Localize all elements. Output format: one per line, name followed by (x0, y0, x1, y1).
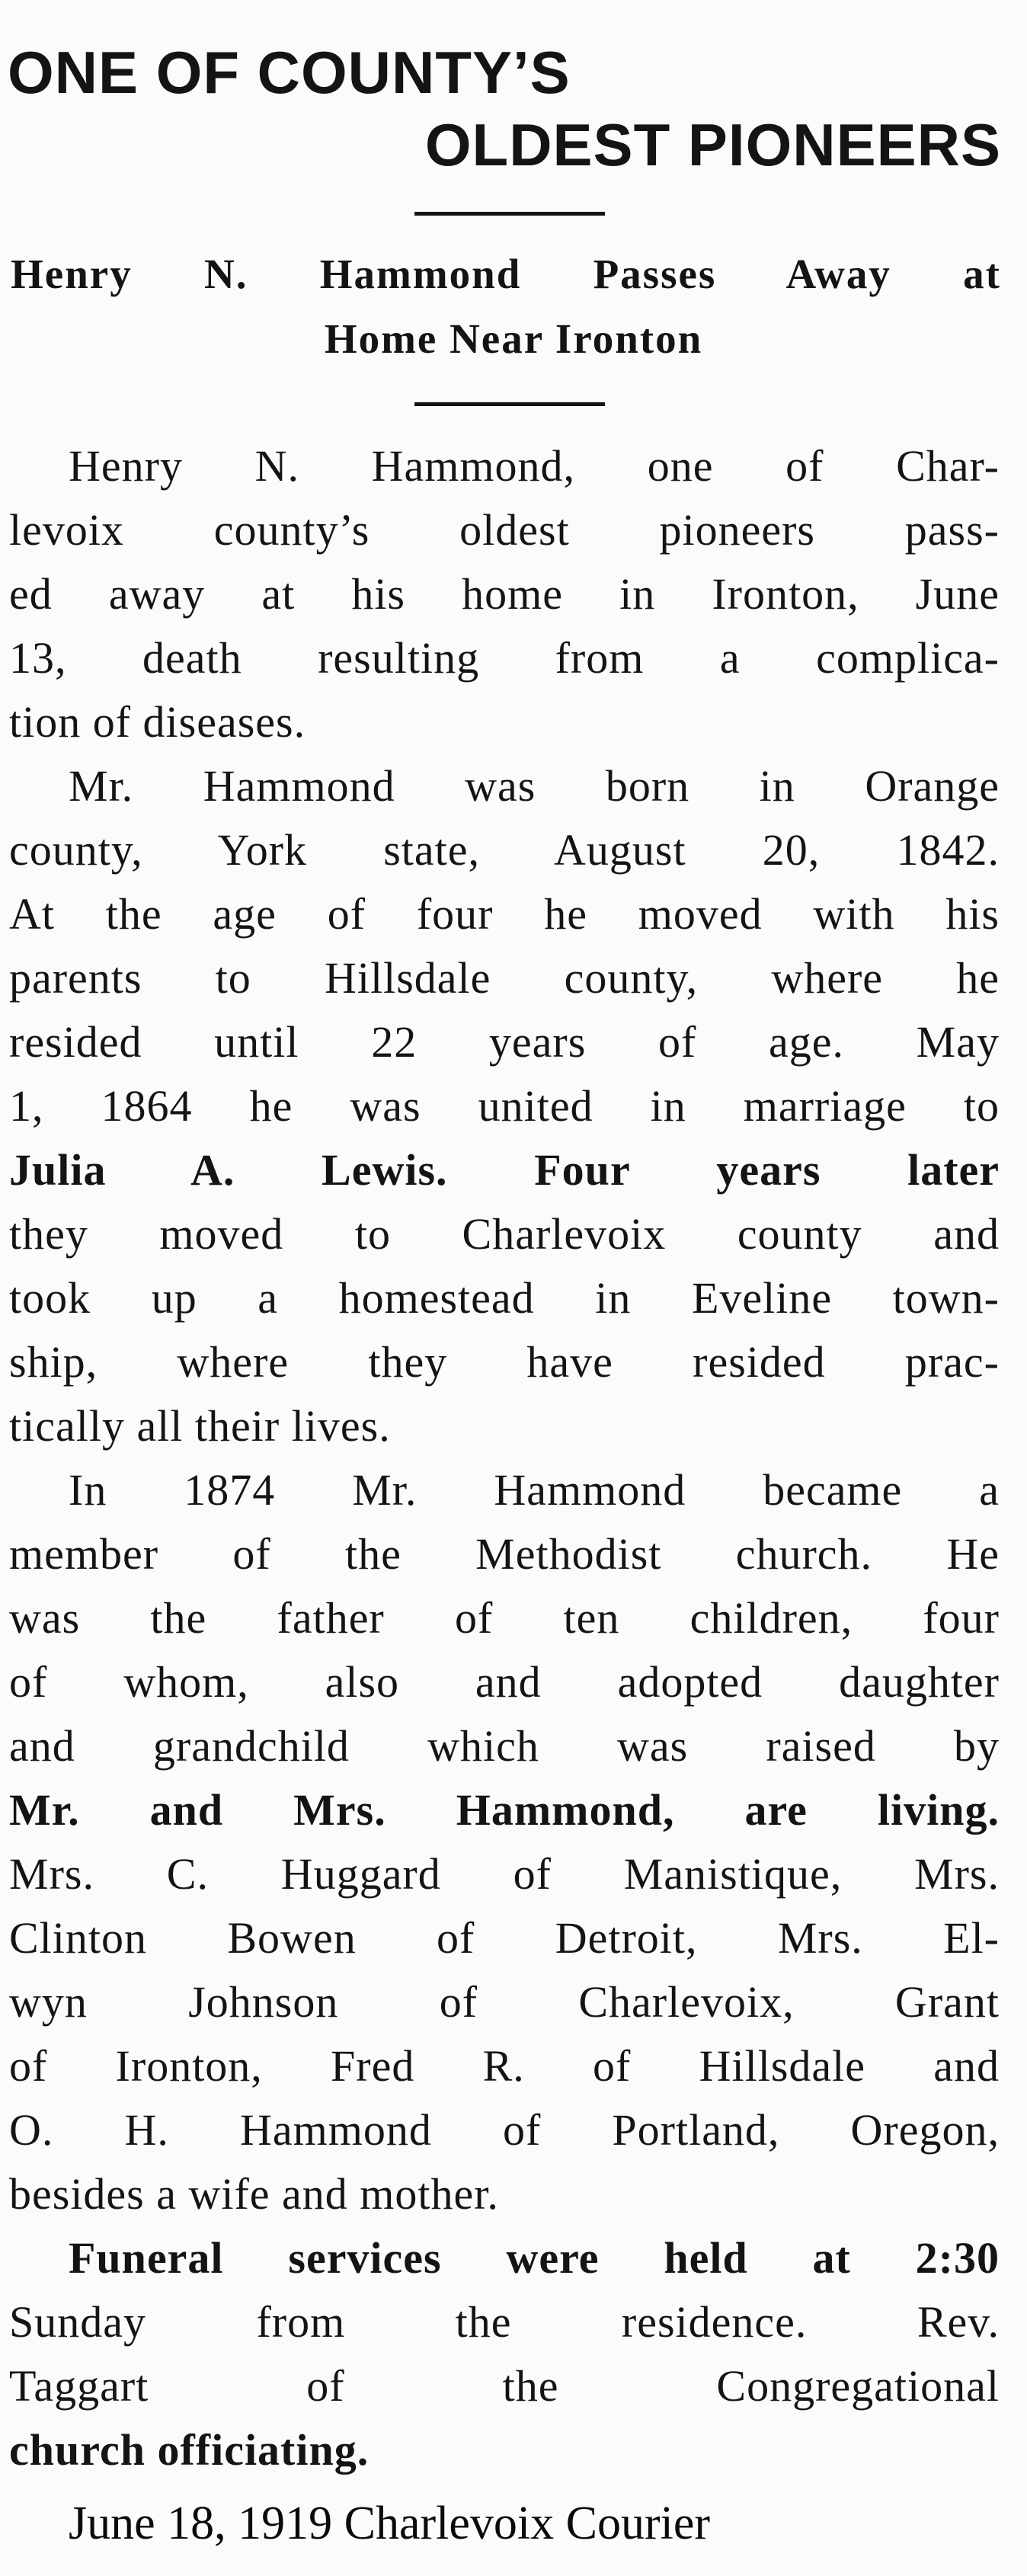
body-line: took up a homestead in Eveline town- (9, 1273, 1000, 1323)
body-line: Henry N. Hammond, one of Char- (69, 441, 1000, 491)
body-line: parents to Hillsdale county, where he (9, 953, 1000, 1003)
body-line: In 1874 Mr. Hammond became a (69, 1465, 1000, 1515)
body-line: ship, where they have resided prac- (9, 1337, 1000, 1387)
body-line: tion of diseases. (9, 697, 306, 747)
subheadline-line-1: Henry N. Hammond Passes Away at (11, 251, 1001, 297)
body-line: of Ironton, Fred R. of Hillsdale and (9, 2041, 1000, 2091)
body-line: wyn Johnson of Charlevoix, Grant (9, 1977, 1000, 2027)
body-line: county, York state, August 20, 1842. (9, 825, 1000, 875)
body-line: member of the Methodist church. He (9, 1529, 1000, 1579)
body-line: Mrs. C. Huggard of Manistique, Mrs. (9, 1849, 1000, 1899)
headline-line-1: ONE OF COUNTY’S (8, 39, 571, 106)
body-line: ed away at his home in Ironton, June (9, 569, 1000, 619)
body-line: O. H. Hammond of Portland, Oregon, (9, 2105, 1000, 2155)
body-line: Funeral services were held at 2:30 (69, 2233, 1000, 2283)
body-line: resided until 22 years of age. May (9, 1017, 1000, 1067)
body-line: and grandchild which was raised by (9, 1721, 1000, 1771)
headline-line-2: OLDEST PIONEERS (424, 111, 1001, 178)
body-line: 13, death resulting from a complica- (9, 633, 1000, 683)
body-line: they moved to Charlevoix county and (9, 1209, 1000, 1259)
body-line: 1, 1864 he was united in marriage to (9, 1081, 1000, 1131)
subheadline-divider (414, 402, 605, 406)
body-line: was the father of ten children, four (9, 1593, 1000, 1643)
body-line: Taggart of the Congregational (9, 2361, 1000, 2411)
source-caption: June 18, 1919 Charlevoix Courier (69, 2498, 711, 2549)
body-line: besides a wife and mother. (9, 2169, 499, 2219)
headline-divider (414, 212, 605, 216)
body-line: of whom, also and adopted daughter (9, 1657, 1000, 1707)
body-line: Clinton Bowen of Detroit, Mrs. El- (9, 1913, 1000, 1963)
body-line: levoix county’s oldest pioneers pass- (9, 505, 1000, 555)
body-line: church officiating. (9, 2425, 370, 2475)
body-line: Mr. and Mrs. Hammond, are living. (9, 1785, 1000, 1835)
body-line: Julia A. Lewis. Four years later (9, 1145, 1000, 1195)
body-line: Sunday from the residence. Rev. (9, 2297, 1000, 2347)
body-line: tically all their lives. (9, 1401, 391, 1451)
body-line: At the age of four he moved with his (9, 889, 1000, 939)
subheadline-line-2: Home Near Ironton (324, 315, 703, 362)
body-line: Mr. Hammond was born in Orange (69, 761, 1000, 811)
